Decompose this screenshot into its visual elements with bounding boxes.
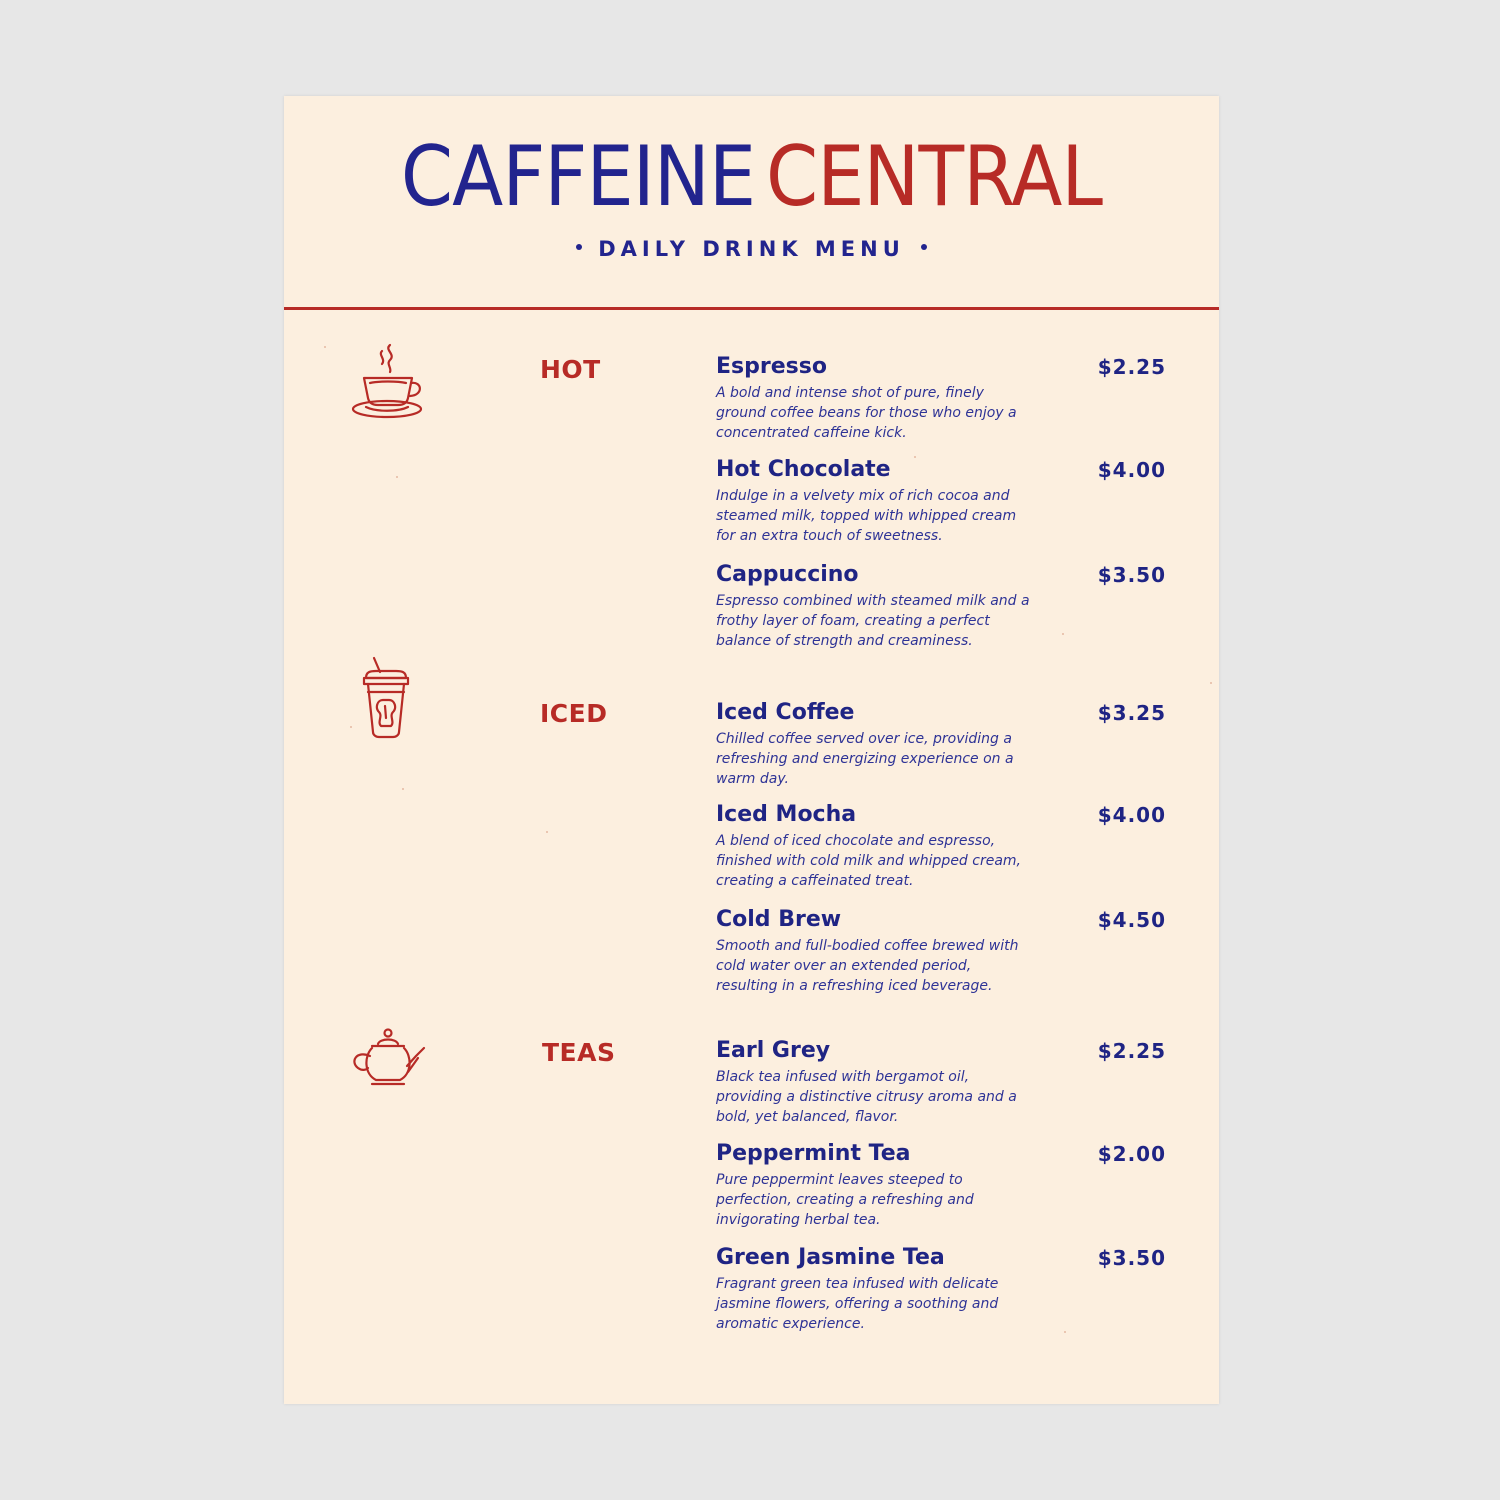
paper-speck <box>396 476 398 478</box>
item-price: $2.00 <box>1097 1142 1166 1166</box>
menu-item-cold-brew <box>716 907 1166 996</box>
item-name: Iced Coffee <box>716 700 855 725</box>
menu-item-hot-chocolate <box>716 457 1166 546</box>
item-price: $4.00 <box>1097 458 1166 482</box>
item-description: A bold and intense shot of pure, finely ground coffee beans for those who enjoy a concentrated caffeine kick. <box>716 385 1017 441</box>
subtitle-text: DAILY DRINK MENU <box>598 237 905 261</box>
paper-speck <box>402 788 404 790</box>
item-price: $3.50 <box>1097 1246 1166 1270</box>
item-name: Peppermint Tea <box>716 1141 911 1166</box>
section-label-hot: HOT <box>540 355 601 384</box>
item-name: Hot Chocolate <box>716 457 891 482</box>
section-label-teas: TEAS <box>542 1038 616 1067</box>
paper-speck <box>1210 682 1212 684</box>
iced-drink-cup-icon <box>358 656 414 740</box>
menu-item-espresso <box>716 354 1166 443</box>
menu-item-cappuccino <box>716 562 1166 651</box>
page-title <box>331 128 1173 225</box>
teapot-icon <box>348 1026 428 1088</box>
item-description: Chilled coffee served over ice, providing a refreshing and energizing experience on a warm day. <box>716 731 1014 787</box>
item-name: Cold Brew <box>716 907 842 932</box>
paper-speck <box>324 346 326 348</box>
item-price: $2.25 <box>1097 1039 1166 1063</box>
item-price: $4.50 <box>1097 908 1166 932</box>
menu-item-peppermint-tea <box>716 1141 1166 1230</box>
item-name: Espresso <box>716 354 827 379</box>
menu-item-iced-mocha <box>716 802 1166 891</box>
item-description: Black tea infused with bergamot oil, providing a distinctive citrusy aroma and a bold, yet balanced, flavor. <box>716 1069 1017 1125</box>
item-description: Fragrant green tea infused with delicate jasmine flowers, offering a soothing and aromatic experience. <box>716 1276 999 1332</box>
hot-coffee-cup-icon <box>350 341 426 421</box>
bullet-dot-left <box>576 244 582 250</box>
menu-item-iced-coffee <box>716 700 1166 789</box>
title-word-caffeine: CAFFEINE <box>400 128 756 225</box>
item-description: Espresso combined with steamed milk and a frothy layer of foam, creating a perfect balance of strength and creaminess. <box>716 593 1030 649</box>
item-name: Iced Mocha <box>716 802 857 827</box>
item-description: Smooth and full-bodied coffee brewed with cold water over an extended period, resulting in a refreshing iced beverage. <box>716 938 1019 994</box>
item-description: A blend of iced chocolate and espresso, finished with cold milk and whipped cream, creating a caffeinated treat. <box>716 833 1021 889</box>
paper-speck <box>350 726 352 728</box>
header-divider <box>284 307 1219 310</box>
menu-card <box>284 96 1219 1404</box>
item-description: Indulge in a velvety mix of rich cocoa and steamed milk, topped with whipped cream for an extra touch of sweetness. <box>716 488 1017 544</box>
menu-item-earl-grey <box>716 1038 1166 1127</box>
item-price: $3.50 <box>1097 563 1166 587</box>
page-subtitle <box>284 237 1219 261</box>
item-price: $4.00 <box>1097 803 1166 827</box>
item-price: $3.25 <box>1097 701 1166 725</box>
item-name: Earl Grey <box>716 1038 831 1063</box>
item-name: Cappuccino <box>716 562 859 587</box>
item-description: Pure peppermint leaves steeped to perfection, creating a refreshing and invigorating herbal tea. <box>716 1172 974 1228</box>
paper-speck <box>546 831 548 833</box>
title-word-central: CENTRAL <box>765 128 1103 225</box>
bullet-dot-right <box>921 244 927 250</box>
item-price: $2.25 <box>1097 355 1166 379</box>
section-label-iced: ICED <box>540 699 608 728</box>
menu-item-green-jasmine-tea <box>716 1245 1166 1334</box>
item-name: Green Jasmine Tea <box>716 1245 945 1270</box>
